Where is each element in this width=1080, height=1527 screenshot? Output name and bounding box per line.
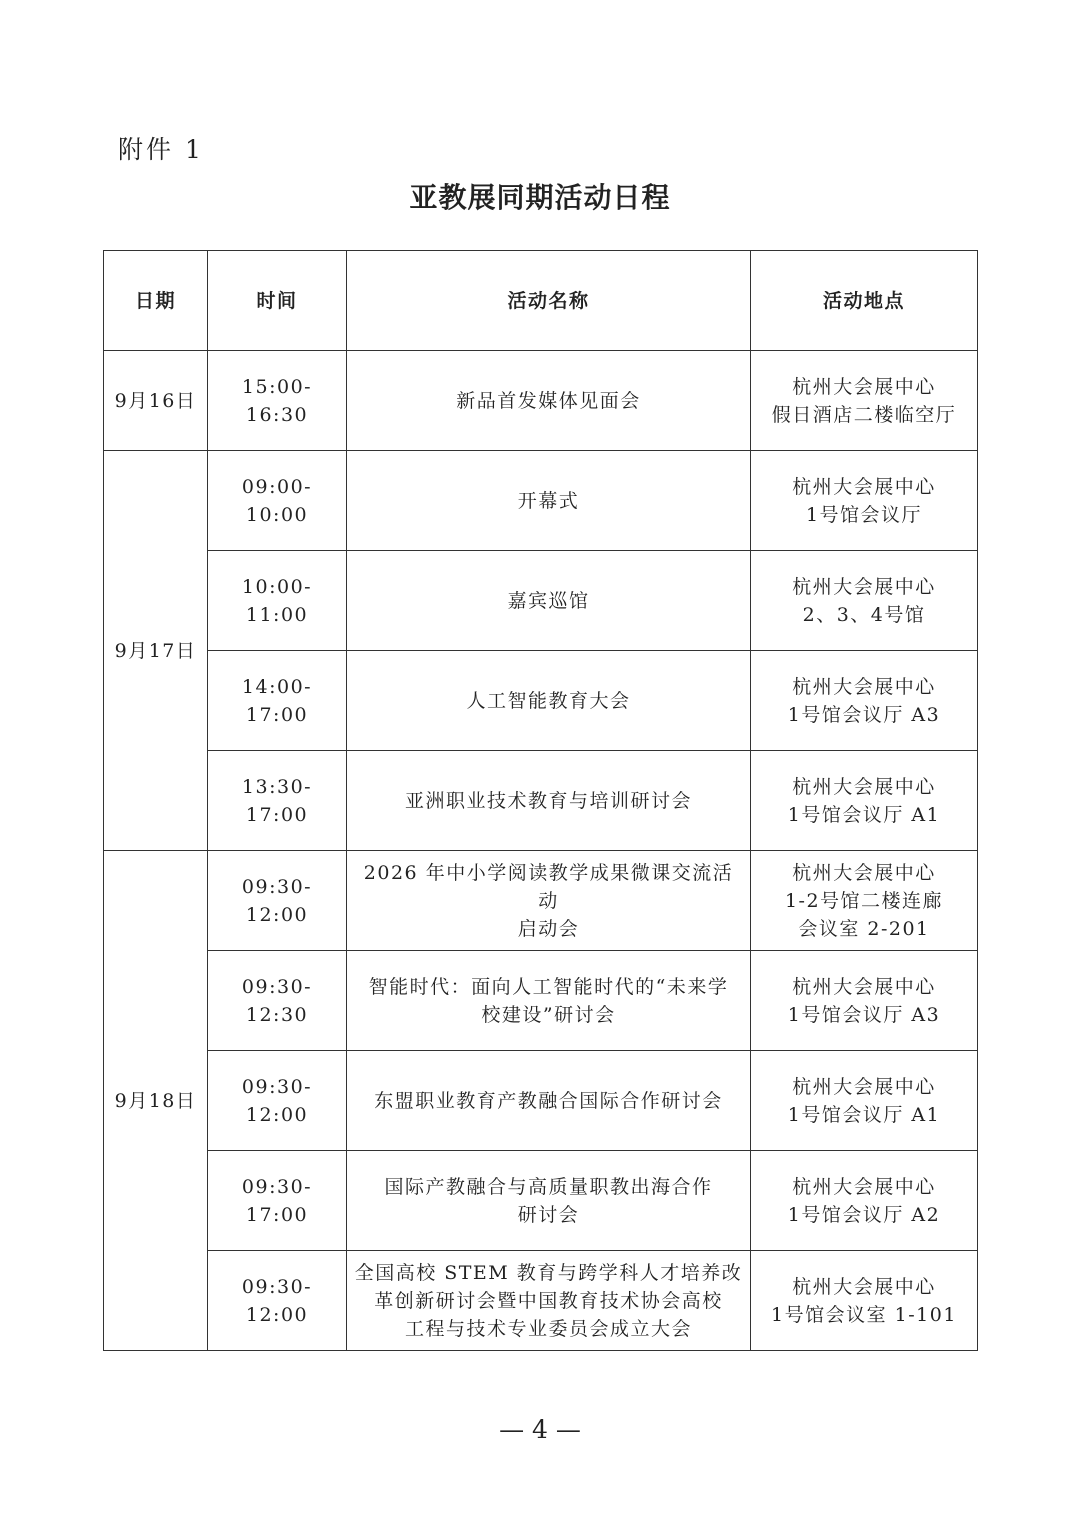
header-name: 活动名称	[347, 251, 751, 351]
table-row	[104, 651, 978, 751]
activity-name-line: 嘉宾巡馆	[507, 589, 590, 612]
activity-name-cell	[347, 351, 751, 451]
activity-place-cell	[751, 1251, 978, 1351]
date-cell: 9月17日	[104, 451, 208, 851]
header-date: 日期	[104, 251, 208, 351]
activity-name-line: 2026 年中小学阅读教学成果微课交流活	[363, 861, 734, 884]
activity-place-line: 1号馆会议厅 A1	[787, 1103, 941, 1126]
activity-place-line: 杭州大会展中心	[792, 1275, 936, 1298]
activity-name-line: 开幕式	[517, 489, 580, 512]
activity-name-line: 动	[538, 889, 559, 912]
activity-name-line: 智能时代：面向人工智能时代的“未来学	[368, 975, 729, 998]
time-cell: 14:00-17:00	[208, 651, 347, 751]
activity-place-line: 1号馆会议厅 A3	[787, 703, 941, 726]
activity-place-line: 假日酒店二楼临空厅	[771, 403, 957, 426]
activity-name-line: 全国高校 STEM 教育与跨学科人才培养改	[354, 1261, 743, 1284]
page-number: — 4 —	[499, 1415, 581, 1444]
activity-name-line: 国际产教融合与高质量职教出海合作	[384, 1175, 713, 1198]
time-cell: 09:30-12:00	[208, 1251, 347, 1351]
activity-place-line: 1号馆会议厅 A2	[787, 1203, 941, 1226]
activity-place-line: 会议室 2-201	[798, 917, 930, 940]
activity-name-line: 人工智能教育大会	[466, 689, 631, 712]
activity-place-cell	[751, 951, 978, 1051]
activity-place-line: 1-2号馆二楼连廊	[784, 889, 944, 912]
activity-place-line: 杭州大会展中心	[792, 861, 936, 884]
time-cell: 15:00-16:30	[208, 351, 347, 451]
activity-place-line: 1号馆会议厅 A3	[787, 1003, 941, 1026]
time-cell: 10:00-11:00	[208, 551, 347, 651]
table-row	[104, 751, 978, 851]
activity-name-line: 东盟职业教育产教融合国际合作研讨会	[374, 1089, 723, 1112]
activity-place-line: 杭州大会展中心	[792, 775, 936, 798]
activity-name-cell	[347, 851, 751, 951]
activity-place-line: 1号馆会议厅	[805, 503, 923, 526]
activity-place-cell	[751, 1151, 978, 1251]
activity-name-line: 启动会	[517, 917, 580, 940]
activity-name-line: 亚洲职业技术教育与培训研讨会	[404, 789, 692, 812]
time-cell: 09:30-12:30	[208, 951, 347, 1051]
time-cell: 09:30-17:00	[208, 1151, 347, 1251]
time-cell: 09:00-10:00	[208, 451, 347, 551]
activity-place-cell	[751, 351, 978, 451]
header-place: 活动地点	[751, 251, 978, 351]
activity-place-line: 杭州大会展中心	[792, 1075, 936, 1098]
activity-place-cell	[751, 551, 978, 651]
table-row	[104, 951, 978, 1051]
activity-name-cell	[347, 1151, 751, 1251]
page-title: 亚教展同期活动日程	[409, 181, 671, 214]
table-row	[104, 351, 978, 451]
table-row	[104, 451, 978, 551]
activity-name-cell	[347, 751, 751, 851]
activity-name-cell	[347, 551, 751, 651]
activity-place-line: 杭州大会展中心	[792, 1175, 936, 1198]
schedule-table	[103, 250, 978, 1351]
activity-name-line: 校建设”研讨会	[481, 1003, 616, 1026]
table-row	[104, 551, 978, 651]
schedule-body	[104, 351, 978, 1351]
activity-place-cell	[751, 1051, 978, 1151]
activity-place-line: 2、3、4号馆	[802, 603, 926, 626]
activity-place-cell	[751, 451, 978, 551]
activity-place-line: 1号馆会议厅 A1	[787, 803, 941, 826]
activity-name-line: 革创新研讨会暨中国教育技术协会高校	[374, 1289, 723, 1312]
table-row	[104, 1251, 978, 1351]
date-cell: 9月16日	[104, 351, 208, 451]
activity-place-cell	[751, 851, 978, 951]
attachment-label: 附件 1	[118, 135, 204, 164]
activity-name-line: 新品首发媒体见面会	[456, 389, 641, 412]
table-header-row	[104, 251, 978, 351]
activity-name-line: 研讨会	[517, 1203, 580, 1226]
time-cell: 13:30-17:00	[208, 751, 347, 851]
activity-place-line: 1号馆会议室 1-101	[771, 1303, 957, 1326]
activity-name-cell	[347, 1251, 751, 1351]
activity-name-cell	[347, 951, 751, 1051]
time-cell: 09:30-12:00	[208, 1051, 347, 1151]
table-row	[104, 1151, 978, 1251]
time-cell: 09:30-12:00	[208, 851, 347, 951]
activity-place-line: 杭州大会展中心	[792, 675, 936, 698]
activity-place-line: 杭州大会展中心	[792, 475, 936, 498]
activity-name-cell	[347, 651, 751, 751]
activity-name-line: 工程与技术专业委员会成立大会	[404, 1317, 692, 1340]
activity-place-line: 杭州大会展中心	[792, 975, 936, 998]
table-row	[104, 1051, 978, 1151]
activity-place-line: 杭州大会展中心	[792, 575, 936, 598]
activity-place-line: 杭州大会展中心	[792, 375, 936, 398]
header-time: 时间	[208, 251, 347, 351]
date-cell: 9月18日	[104, 851, 208, 1351]
table-row	[104, 851, 978, 951]
activity-name-cell	[347, 1051, 751, 1151]
activity-name-cell	[347, 451, 751, 551]
activity-place-cell	[751, 651, 978, 751]
activity-place-cell	[751, 751, 978, 851]
